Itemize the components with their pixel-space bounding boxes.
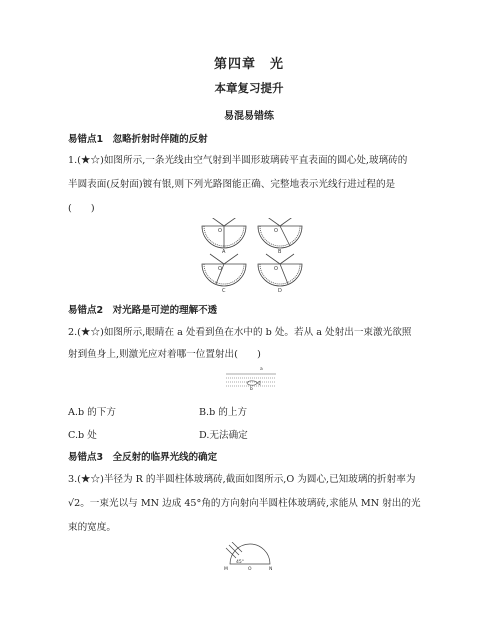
fig1-center-label-c: O	[218, 266, 222, 272]
question-2-figure	[226, 364, 276, 392]
fig3-label-o: O	[248, 567, 252, 572]
fig1-option-label-d: D	[278, 288, 282, 294]
question-2-line-1: 2.(★☆)如图所示,眼睛在 a 处看到鱼在水中的 b 处。若从 a 处射出一束激光欲照	[68, 327, 412, 338]
fig1-center-label-a: O	[218, 228, 222, 234]
error-point-2-heading: 易错点2 对光路是可逆的理解不透	[68, 305, 218, 316]
question-2-line-2: 射到鱼身上,则激光应对着哪一位置射出( )	[68, 349, 261, 360]
question-3-line-1: 3.(★☆)半径为 R 的半圆柱体玻璃砖,截面如图所示,O 为圆心,已知玻璃的折射率为	[68, 474, 416, 485]
question-2-option-c: C.b 处	[68, 430, 97, 441]
fig3-label-n: N	[269, 567, 273, 572]
question-1-line-3: ( )	[68, 203, 95, 214]
question-2-option-b: B.b 的上方	[199, 407, 248, 418]
fig3-angle-label: 45°	[236, 560, 244, 565]
fig1-option-label-a: A	[222, 249, 226, 255]
fig1-option-label-c: C	[222, 288, 226, 294]
fig3-label-m: M	[224, 567, 228, 572]
question-2-option-d: D.无法确定	[199, 430, 248, 441]
question-1-figure	[196, 218, 306, 294]
subsection-title: 易混易错练	[224, 111, 274, 122]
fig1-center-label-d: O	[274, 266, 278, 272]
fig2-eye-label: a	[260, 367, 263, 372]
question-1-line-1: 1.(★☆)如图所示,一条光线由空气射到半圆形玻璃砖平直表面的圆心处,玻璃砖的	[68, 155, 408, 166]
chapter-title: 第四章 光	[213, 57, 284, 72]
section-title: 本章复习提升	[214, 81, 284, 95]
error-point-3-heading: 易错点3 全反射的临界光线的确定	[68, 452, 218, 463]
fig2-fish-label: b	[250, 387, 253, 392]
question-1-line-2: 半圆表面(反射面)镀有银,则下列光路图能正确、完整地表示光线行进过程的是	[68, 179, 396, 190]
fig1-option-label-b: B	[278, 249, 282, 255]
question-3-line-2: √2。一束光以与 MN 边成 45°角的方向射向半圆柱体玻璃砖,求能从 MN 射出的光	[68, 498, 421, 509]
error-point-1-heading: 易错点1 忽略折射时伴随的反射	[68, 134, 208, 145]
question-2-option-a: A.b 的下方	[68, 407, 116, 418]
question-3-figure	[224, 542, 280, 572]
question-3-line-3: 束的宽度。	[68, 522, 116, 533]
fig1-center-label-b: O	[274, 228, 278, 234]
